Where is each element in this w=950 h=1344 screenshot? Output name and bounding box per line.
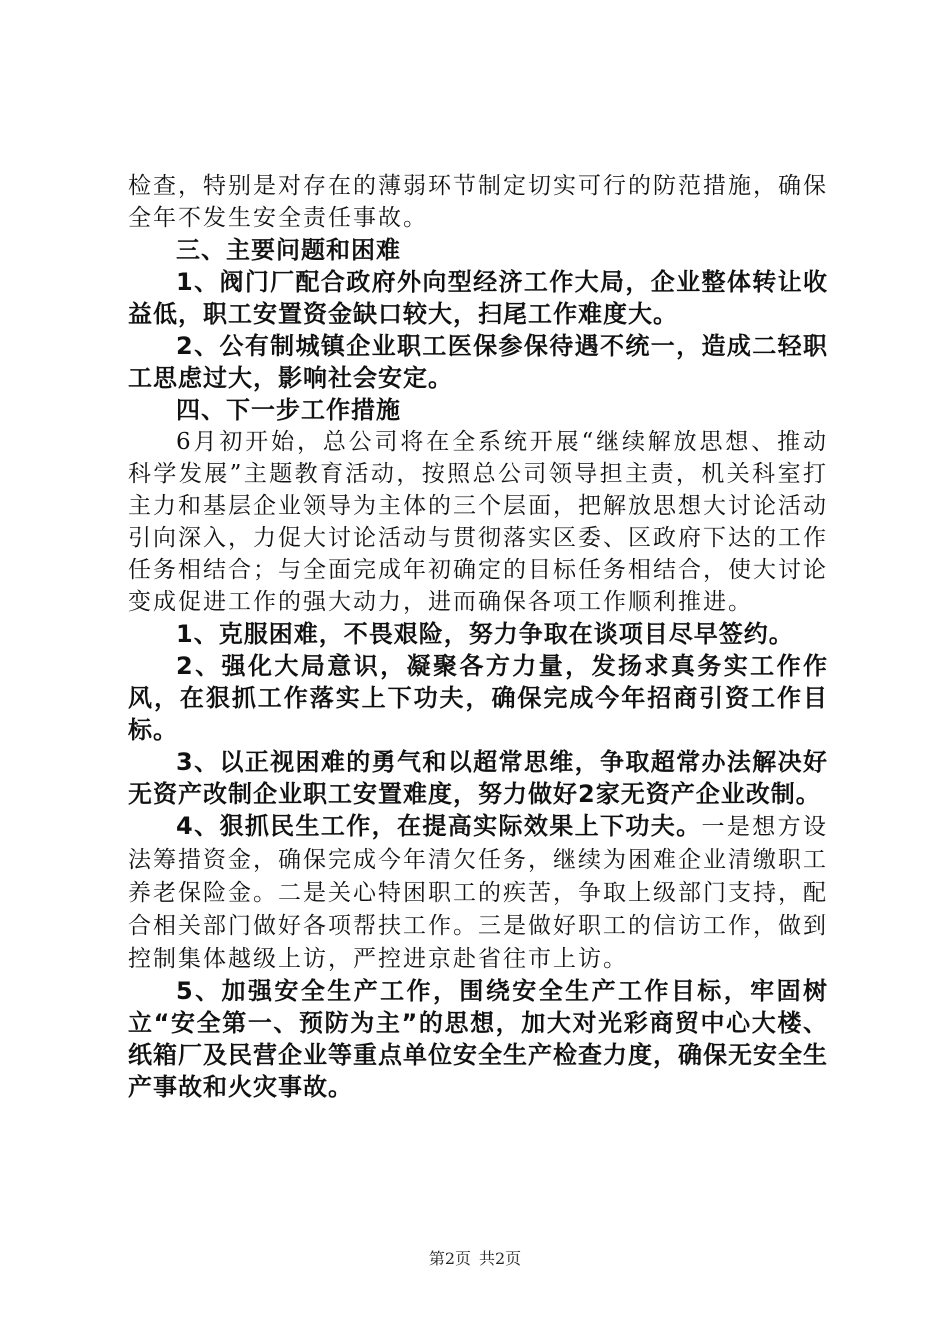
measure-item-4-lead: 4、狠抓民生工作，在提高实际效果上下功夫。 [176, 812, 702, 840]
heading-problems: 三、主要问题和困难 [176, 236, 401, 264]
heading-next-steps: 四、下一步工作措施 [176, 396, 401, 424]
document-body [128, 170, 828, 1103]
measure-item-2: 2、强化大局意识，凝聚各方力量，发扬求真务实工作作风，在狠抓工作落实上下功夫，确保完成今年招商引资工作目标。 [128, 652, 828, 744]
paragraph-plan: 6月初开始，总公司将在全系统开展“继续解放思想、推动科学发展”主题教育活动，按照总公司领导担主责，机关科室打主力和基层企业领导为主体的三个层面，把解放思想大讨论活动引向深入，力促大讨论活动与贯彻落实区委、区政府下达的工作任务相结合；与全面完成年初确定的目标任务相结合，使大讨论变成促进工作的强大动力，进而确保各项工作顺利推进。 [128, 429, 828, 615]
measure-item-4 [128, 810, 828, 975]
page-footer [0, 1246, 950, 1269]
measure-item-5: 5、加强安全生产工作，围绕安全生产工作目标，牢固树立“安全第一、预防为主”的思想，加大对光彩商贸中心大楼、纸箱厂及民营企业等重点单位安全生产检查力度，确保无安全生产事故和火灾事故。 [128, 977, 828, 1101]
paragraph-inspection: 检查，特别是对存在的薄弱环节制定切实可行的防范措施，确保全年不发生安全责任事故。 [128, 173, 828, 231]
problem-item-1: 1、阀门厂配合政府外向型经济工作大局，企业整体转让收益低，职工安置资金缺口较大，扫尾工作难度大。 [128, 268, 828, 328]
problem-item-2: 2、公有制城镇企业职工医保参保待遇不统一，造成二轻职工思虑过大，影响社会安定。 [128, 332, 828, 392]
page-number: 第2页 [428, 1249, 471, 1268]
measure-item-1: 1、克服困难，不畏艰险，努力争取在谈项目尽早签约。 [176, 620, 794, 648]
measure-item-3: 3、以正视困难的勇气和以超常思维，争取超常办法解决好无资产改制企业职工安置难度，努力做好2家无资产企业改制。 [128, 748, 828, 808]
measure-item-4-detail: 一是想方设法筹措资金，确保完成今年清欠任务，继续为困难企业清缴职工养老保险金。二是关心特困职工的疾苦，争取上级部门支持，配合相关部门做好各项帮扶工作。三是做好职工的信访工作，做到控制集体越级上访，严控进京赴省往市上访。 [128, 814, 829, 972]
page-total: 共2页 [479, 1249, 522, 1268]
